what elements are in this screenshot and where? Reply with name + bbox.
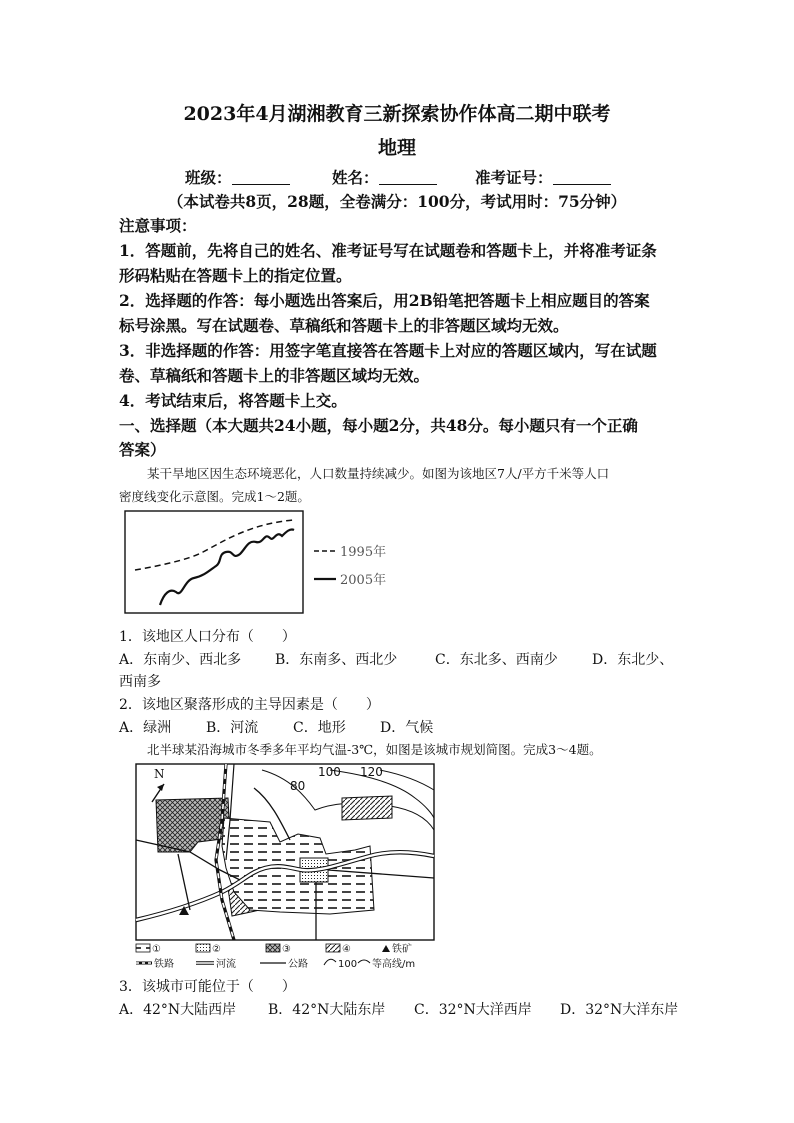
class-field (185, 166, 290, 188)
group1-stem-line2: 密度线变化示意图。完成1～2题。 (119, 489, 310, 504)
name-field (332, 166, 437, 188)
note-3-line1: 3．非选择题的作答：用签字笔直接答在答题卡上对应的答题区域内，写在试题 (119, 341, 657, 360)
legend-3-label: ③ (282, 944, 291, 955)
legend-2-swatch (196, 944, 210, 952)
legend-1995-label: 1995年 (340, 545, 387, 560)
class-blank[interactable] (232, 170, 290, 185)
q3-option-a[interactable]: A．42°N大陆西岸 (119, 1002, 237, 1018)
note-1-line1: 1．答题前，先将自己的姓名、准考证号写在试题卷和答题卡上，并将准考证条 (119, 241, 657, 260)
q1-option-d[interactable]: D．东北少、 (592, 652, 674, 668)
q2-option-a[interactable]: A．绿洲 (119, 720, 172, 736)
exam-title: 2023年4月湖湘教育三新探索协作体高二期中联考 (183, 103, 611, 125)
legend-1-label: ① (152, 944, 161, 955)
subject-title: 地理 (377, 137, 416, 159)
legend-river-label: 河流 (216, 959, 236, 970)
legend-4-swatch (326, 944, 340, 952)
population-density-figure (118, 508, 398, 616)
section-heading-line2: 答案） (119, 440, 166, 459)
zone-4-upper (342, 796, 392, 820)
legend-iron-icon (382, 945, 390, 952)
note-3-line2: 卷、草稿纸和答题卡上的非答题区域均无效。 (119, 366, 430, 385)
q1-stem: 1．该地区人口分布（ ） (119, 629, 296, 645)
q1-option-d-cont: 西南多 (119, 674, 161, 690)
note-4: 4．考试结束后，将答题卡上交。 (119, 391, 347, 410)
contour-80-label: 80 (290, 779, 306, 793)
note-2-line2: 标号涂黑。写在试题卷、草稿纸和答题卡上的非答题区域均无效。 (119, 316, 569, 335)
note-1-line2: 形码粘贴在答题卡上的指定位置。 (119, 266, 352, 285)
q1-option-b[interactable]: B．东南多、西北少 (275, 652, 398, 668)
legend-2-label: ② (212, 944, 221, 955)
notes-heading: 注意事项： (119, 216, 197, 235)
group2-stem: 北半球某沿海城市冬季多年平均气温-3℃，如图是该城市规划简图。完成3～4题。 (147, 742, 602, 757)
section-heading-line1: 一、选择题（本大题共24小题，每小题2分，共48分。每小题只有一个正确 (119, 416, 638, 435)
q1-option-a[interactable]: A．东南少、西北多 (119, 652, 242, 668)
q3-option-c[interactable]: C．32°N大洋西岸 (414, 1002, 532, 1018)
note-2-line1: 2．选择题的作答：每小题选出答案后，用2B铅笔把答题卡上相应题目的答案 (119, 291, 650, 310)
name-blank[interactable] (379, 170, 437, 185)
legend-contour-swatch (324, 959, 336, 965)
q3-stem: 3．该城市可能位于（ ） (119, 979, 296, 995)
legend-rail-label: 铁路 (154, 959, 174, 970)
legend-3-swatch (266, 944, 280, 952)
group1-stem-line1: 某干旱地区因生态环境恶化，人口数量持续减少。如图为该地区7人/平方千米等人口 (147, 466, 610, 481)
legend-2005-label: 2005年 (340, 573, 387, 588)
legend-contour-value: 100 (338, 959, 358, 970)
q3-option-d[interactable]: D．32°N大洋东岸 (560, 1002, 679, 1018)
q1-option-c[interactable]: C．东北多、西南少 (435, 652, 558, 668)
legend-1-swatch (136, 944, 150, 952)
ticket-blank[interactable] (553, 170, 611, 185)
contour-100-label: 100 (318, 765, 341, 779)
q2-option-d[interactable]: D．气候 (380, 720, 434, 736)
ticket-field (475, 166, 611, 188)
north-label: N (154, 767, 165, 781)
city-plan-map (130, 760, 450, 972)
exam-info: （本试卷共8页，28题，全卷满分：100分，考试用时：75分钟） (167, 192, 627, 211)
legend-road-label: 公路 (288, 959, 308, 970)
q2-stem: 2．该地区聚落形成的主导因素是（ ） (119, 697, 380, 713)
figure-frame (125, 511, 303, 613)
contour-120-label: 120 (360, 765, 383, 779)
class-label: 班级： (185, 168, 232, 187)
legend-iron-label: 铁矿 (392, 944, 412, 955)
name-label: 姓名： (332, 168, 379, 187)
q2-option-c[interactable]: C．地形 (293, 720, 346, 736)
q2-option-b[interactable]: B．河流 (206, 720, 259, 736)
legend-contour-label: 等高线/m (372, 959, 416, 970)
legend-4-label: ④ (342, 944, 351, 955)
q3-option-b[interactable]: B．42°N大陆东岸 (268, 1002, 386, 1018)
ticket-label: 准考证号： (475, 168, 553, 187)
